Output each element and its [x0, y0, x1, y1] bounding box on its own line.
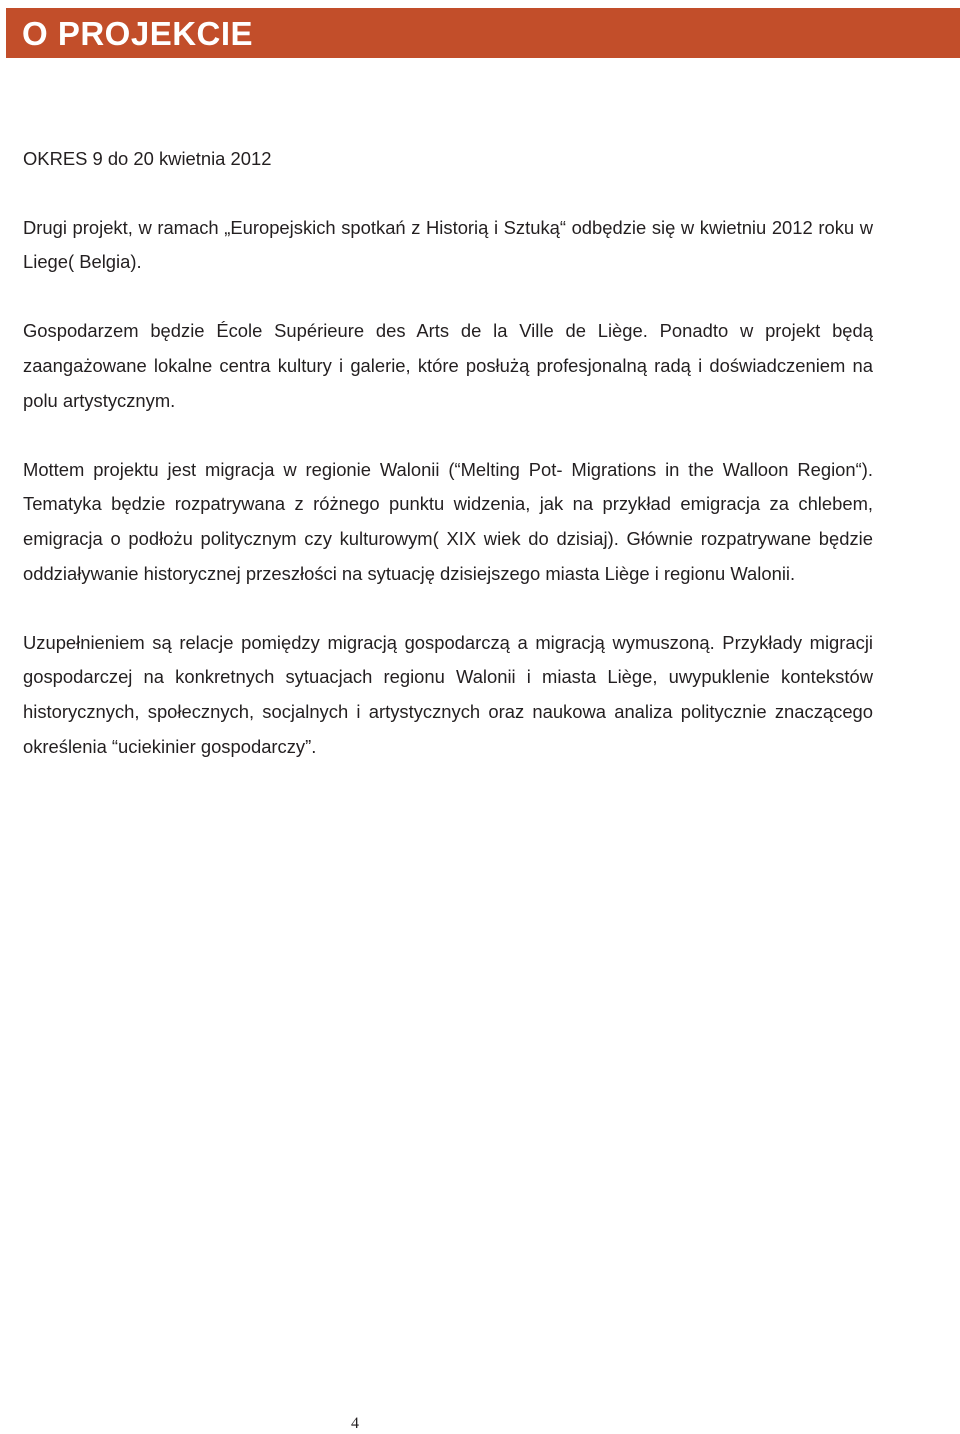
page-title: O PROJEKCIE [22, 14, 254, 52]
period-line: OKRES 9 do 20 kwietnia 2012 [23, 148, 272, 169]
paragraph-supplement: Uzupełnieniem są relacje pomiędzy migracją gospodarczą a migracją wymuszoną. Przykłady migracji gospodarczej na konkretnych sytuacjach regionu Walonii i miasta Liège, uwypuklenie kontekstów historycznych, społecznych, socjalnych i artystycznych oraz naukowa analiza politycznie znaczącego określenia “uciekinier gospodarczy”. [23, 631, 873, 757]
paragraph-intro: Drugi projekt, w ramach „Europejskich spotkań z Historią i Sztuką“ odbędzie się w kwietniu 2012 roku w Liege( Belgia). [23, 216, 873, 273]
header-bar [6, 8, 960, 58]
paragraph-host: Gospodarzem będzie École Supérieure des Arts de la Ville de Liège. Ponadto w projekt będą zaangażowane lokalne centra kultury i galerie, które posłużą profesjonalną radą i doświadczeniem na polu artystycznym. [23, 320, 873, 411]
paragraph-motto: Mottem projektu jest migracja w regionie Walonii (“Melting Pot- Migrations in the Walloon Region“). Tematyka będzie rozpatrywana z różnego punktu widzenia, jak na przykład emigracja za chlebem, emigracja o podłożu politycznym czy kulturowym( XIX wiek do dzisiaj). Głównie rozpatrywane będzie oddziaływanie historycznej przeszłości na sytuację dzisiejszego miasta Liège i regionu Walonii. [23, 458, 873, 584]
document-body [23, 142, 873, 799]
page-number: 4 [351, 1415, 359, 1432]
